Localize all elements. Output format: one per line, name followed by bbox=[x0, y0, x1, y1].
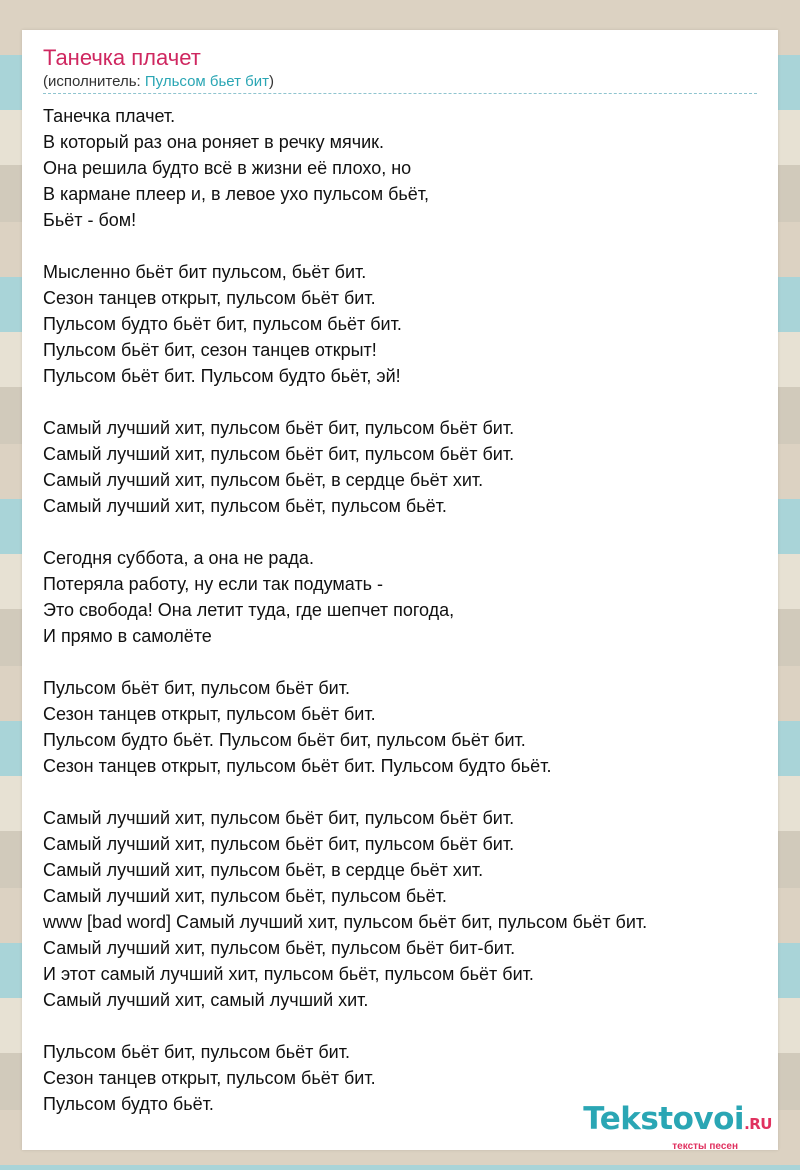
logo-name: Tekstovoi bbox=[583, 1101, 745, 1137]
lyric-line: И прямо в самолёте bbox=[43, 626, 212, 646]
site-logo[interactable] bbox=[562, 1101, 772, 1152]
artist-suffix: ) bbox=[269, 73, 275, 90]
artist-link[interactable]: Пульсом бьет бит bbox=[144, 73, 270, 90]
lyric-line: Танечка плачет. bbox=[43, 106, 176, 126]
verse-gap bbox=[43, 649, 763, 675]
song-title: Танечка плачет bbox=[43, 45, 201, 70]
verse-gap bbox=[43, 779, 763, 805]
lyric-line: Самый лучший хит, пульсом бьёт, в сердце бьёт хит. bbox=[43, 860, 484, 880]
lyric-line: Самый лучший хит, пульсом бьёт, в сердце бьёт хит. bbox=[43, 470, 484, 490]
artist-prefix: (исполнитель: bbox=[43, 73, 145, 90]
lyric-line: Самый лучший хит, пульсом бьёт бит, пульсом бьёт бит. bbox=[43, 418, 515, 438]
lyric-line: Сегодня суббота, а она не рада. bbox=[43, 548, 314, 568]
lyrics-body bbox=[43, 103, 763, 1117]
lyric-line: Самый лучший хит, пульсом бьёт бит, пульсом бьёт бит. bbox=[43, 808, 515, 828]
logo-tld: .RU bbox=[744, 1115, 772, 1133]
lyric-line: Сезон танцев открыт, пульсом бьёт бит. bbox=[43, 704, 376, 724]
lyric-line: Сезон танцев открыт, пульсом бьёт бит. bbox=[43, 1068, 376, 1088]
lyric-line: Пульсом бьёт бит. Пульсом будто бьёт, эй! bbox=[43, 366, 401, 386]
lyric-line: Она решила будто всё в жизни её плохо, но bbox=[43, 158, 412, 178]
lyrics-card bbox=[22, 30, 778, 1150]
lyric-line: Пульсом бьёт бит, пульсом бьёт бит. bbox=[43, 1042, 350, 1062]
lyric-line: И этот самый лучший хит, пульсом бьёт, пульсом бьёт бит. bbox=[43, 964, 534, 984]
title-divider bbox=[43, 93, 757, 94]
lyric-line: Самый лучший хит, пульсом бьёт бит, пульсом бьёт бит. bbox=[43, 444, 515, 464]
lyric-line: Потеряла работу, ну если так подумать - bbox=[43, 574, 383, 594]
lyric-line: Сезон танцев открыт, пульсом бьёт бит. Пульсом будто бьёт. bbox=[43, 756, 552, 776]
verse-gap bbox=[43, 519, 763, 545]
lyric-line: В который раз она роняет в речку мячик. bbox=[43, 132, 385, 152]
lyric-line: Пульсом будто бьёт. bbox=[43, 1094, 214, 1114]
lyric-line: Самый лучший хит, самый лучший хит. bbox=[43, 990, 369, 1010]
lyric-line: Сезон танцев открыт, пульсом бьёт бит. bbox=[43, 288, 376, 308]
lyric-line: Пульсом бьёт бит, сезон танцев открыт! bbox=[43, 340, 377, 360]
lyric-line: Пульсом будто бьёт. Пульсом бьёт бит, пульсом бьёт бит. bbox=[43, 730, 526, 750]
lyric-line: В кармане плеер и, в левое ухо пульсом бьёт, bbox=[43, 184, 430, 204]
logo-tagline: тексты песен bbox=[672, 1141, 738, 1152]
lyric-line: www [bad word] Самый лучший хит, пульсом бьёт бит, пульсом бьёт бит. bbox=[43, 912, 648, 932]
lyric-line: Мысленно бьёт бит пульсом, бьёт бит. bbox=[43, 262, 367, 282]
verse-gap bbox=[43, 233, 763, 259]
lyric-line: Самый лучший хит, пульсом бьёт, пульсом бьёт. bbox=[43, 496, 447, 516]
verse-gap bbox=[43, 1013, 763, 1039]
lyric-line: Самый лучший хит, пульсом бьёт бит, пульсом бьёт бит. bbox=[43, 834, 515, 854]
lyric-line: Пульсом будто бьёт бит, пульсом бьёт бит. bbox=[43, 314, 402, 334]
verse-gap bbox=[43, 389, 763, 415]
lyric-line: Это свобода! Она летит туда, где шепчет погода, bbox=[43, 600, 455, 620]
lyric-line: Пульсом бьёт бит, пульсом бьёт бит. bbox=[43, 678, 350, 698]
artist-line bbox=[43, 72, 274, 92]
lyric-line: Самый лучший хит, пульсом бьёт, пульсом бьёт. bbox=[43, 886, 447, 906]
lyric-line: Бьёт - бом! bbox=[43, 210, 137, 230]
lyric-line: Самый лучший хит, пульсом бьёт, пульсом бьёт бит-бит. bbox=[43, 938, 516, 958]
